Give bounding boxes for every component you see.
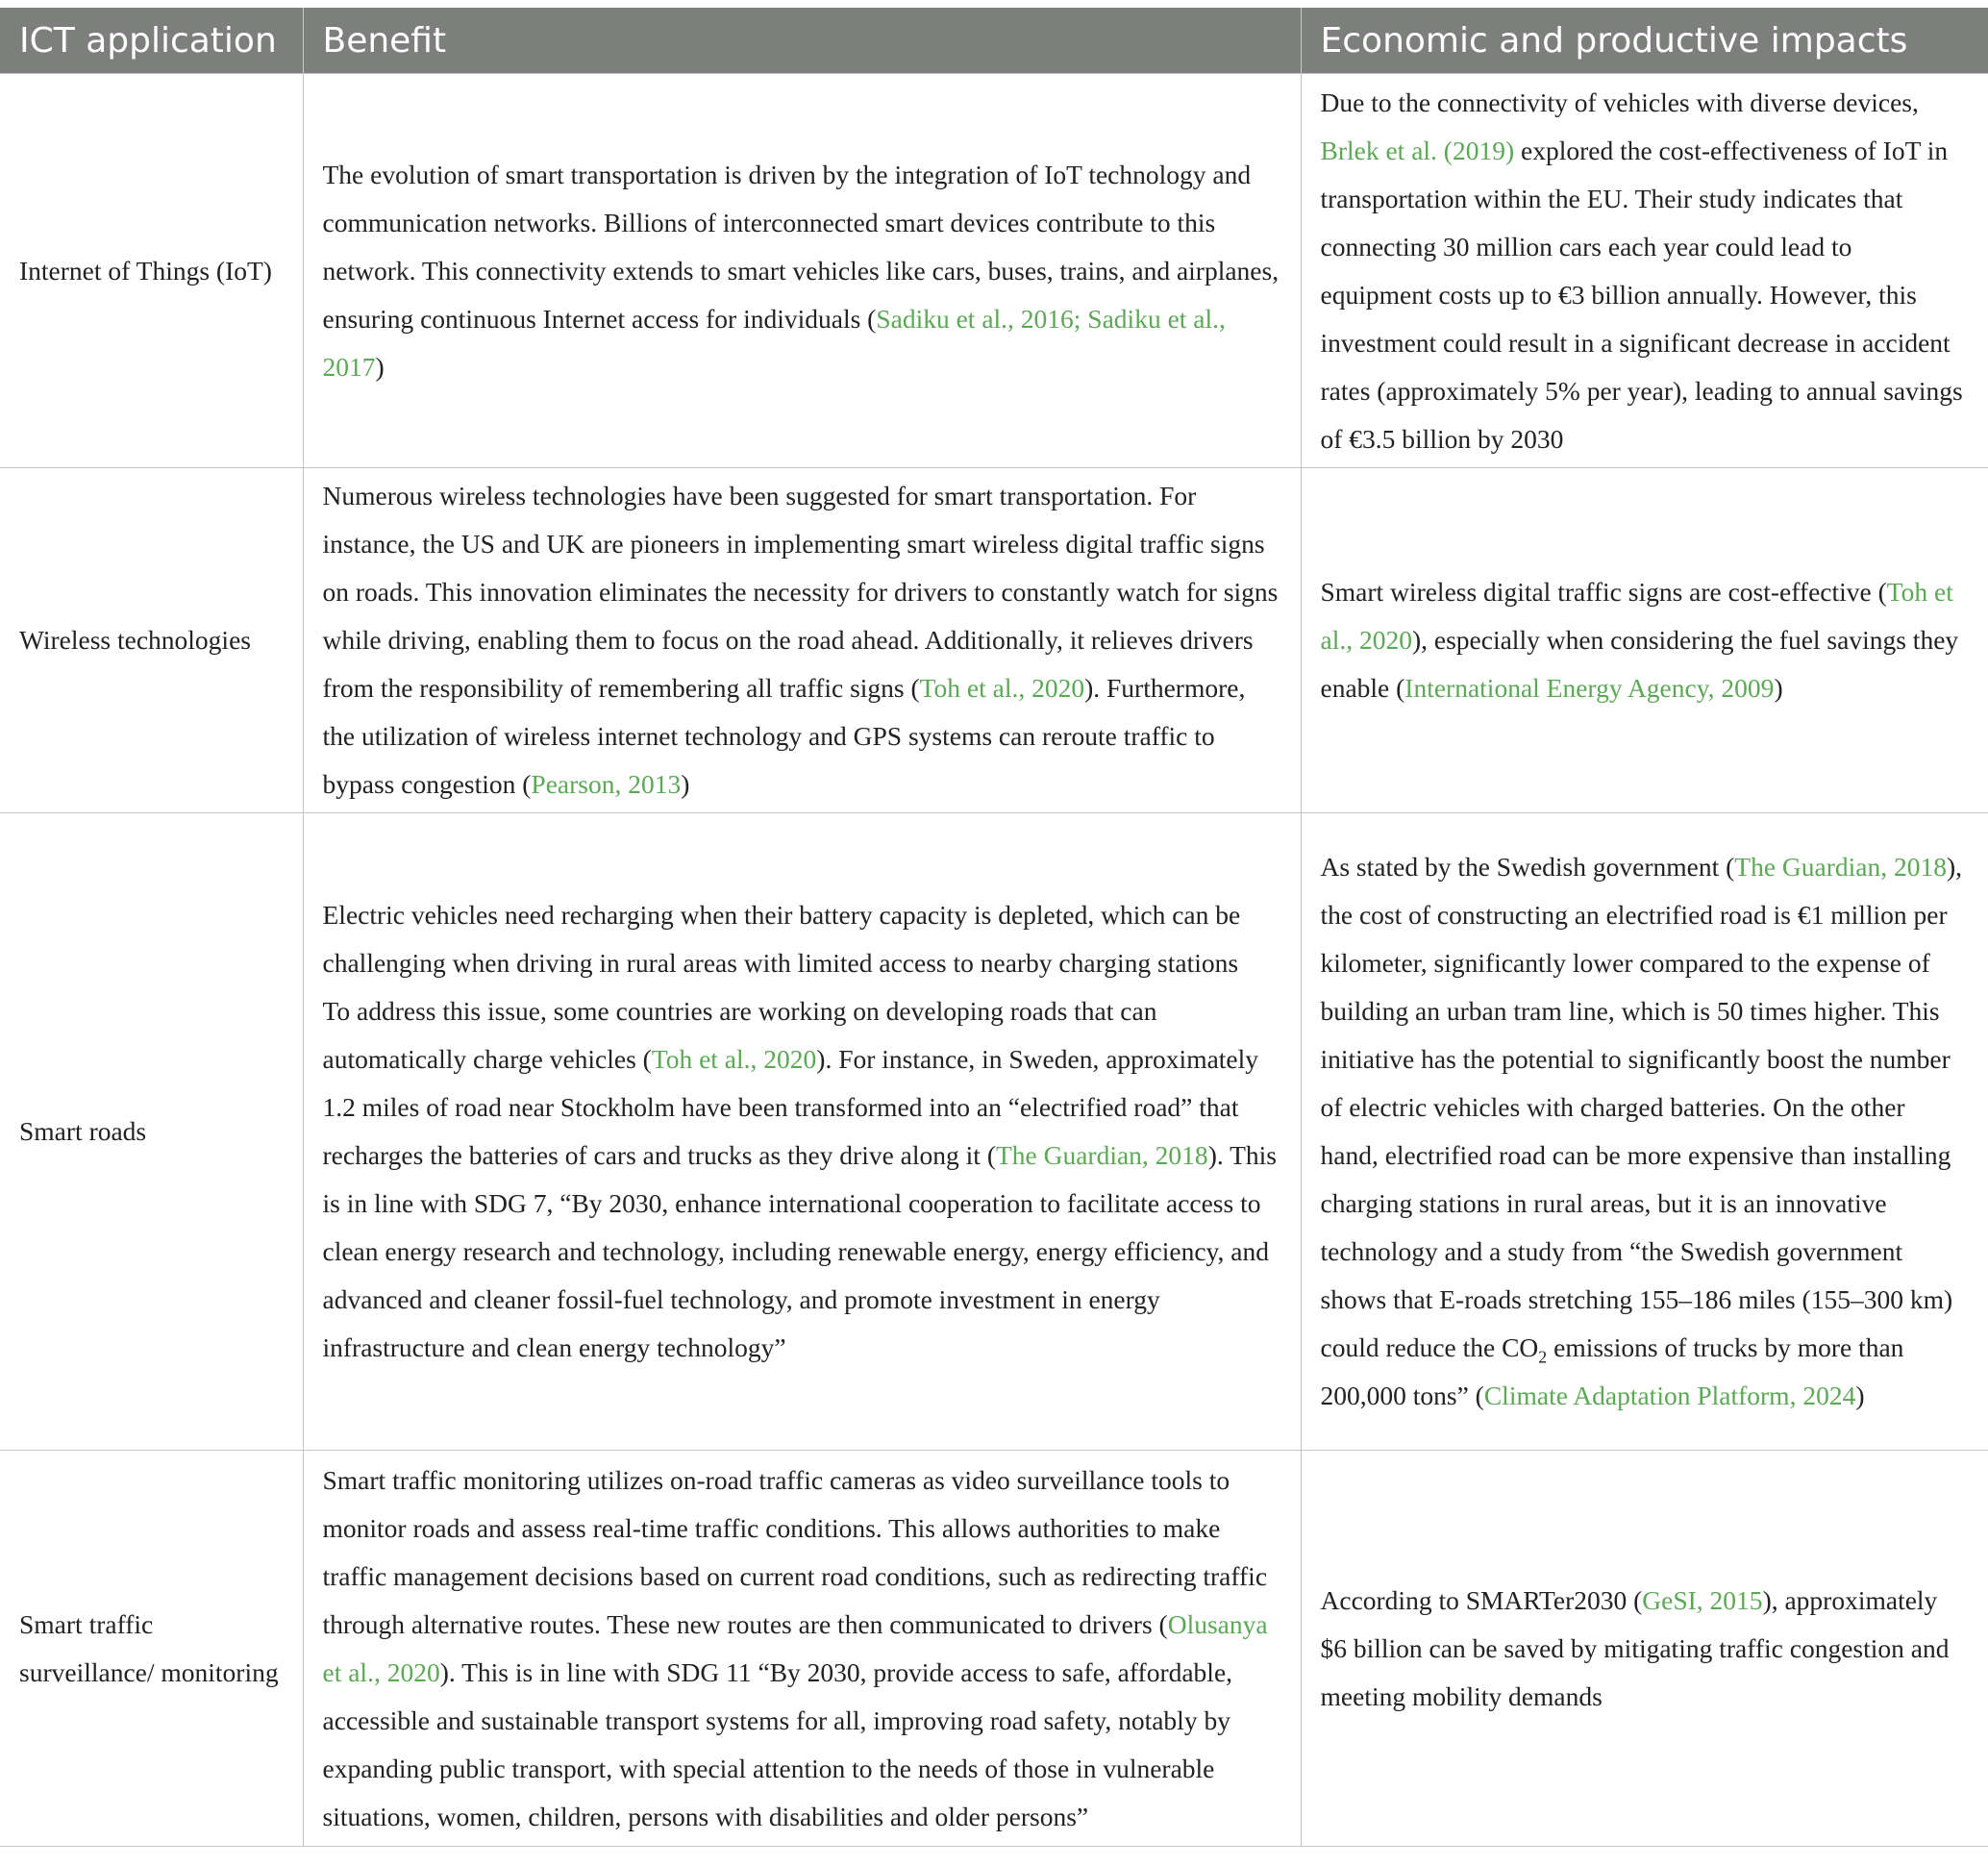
cell-text: To address this issue, some countries are working on developing roads that can automatically charge vehicles ( [322,996,1157,1074]
cell-text: ), approximately $6 billion can be saved by mitigating traffic congestion and meeting mobility demands [1320,1584,1950,1711]
citation-link[interactable]: Sadiku et al., 2016; Sadiku et al., 2017 [322,303,1226,382]
table-row [0,813,1988,1451]
cell-benefit [303,74,1301,468]
citation-link[interactable]: Toh et al., 2020 [1320,577,1953,655]
cell-text: ) [375,351,385,382]
cell-paragraph [323,987,1281,1372]
table-row [0,1451,1988,1847]
table-header [0,8,1988,74]
cell-text: ) [1774,673,1783,703]
cell-impact [1301,468,1988,813]
cell-benefit [303,813,1301,1451]
header-benefit: Benefit [303,8,1301,74]
cell-benefit [303,1451,1301,1847]
cell-text: ) [681,769,690,799]
subscript-2: 2 [1538,1347,1548,1367]
cell-text: As stated by the Swedish government ( [1320,852,1735,882]
citation-link[interactable]: The Guardian, 2018 [995,1140,1208,1170]
header-row [0,8,1988,74]
cell-text: emissions of trucks by more than 200,000 tons” ( [1320,1332,1904,1410]
citation-link[interactable]: International Energy Agency, 2009 [1404,673,1775,703]
cell-application: Wireless technologies [0,468,303,813]
cell-text: Due to the connectivity of vehicles with diverse devices, [1320,87,1919,117]
table-body [0,74,1988,1847]
table-row [0,468,1988,813]
cell-application: Internet of Things (IoT) [0,74,303,468]
cell-application: Smart traffic surveillance/ monitoring [0,1451,303,1847]
citation-link[interactable]: Pearson, 2013 [531,769,682,799]
cell-impact [1301,74,1988,468]
cell-paragraph: Electric vehicles need recharging when their battery capacity is depleted, which can be challenging when driving in rural areas with limited access to nearby charging stations [322,900,1241,978]
cell-text: The evolution of smart transportation is driven by the integration of IoT technology and communication networks. Billions of interconnected smart devices contribute to this network. This connectivity extends to smart vehicles like cars, buses, trains, and airplanes, ensuring continuous Internet access for individuals ( [322,159,1280,334]
cell-text: ) [1855,1381,1865,1410]
cell-text: Smart wireless digital traffic signs are cost-effective ( [1320,577,1887,607]
citation-link[interactable]: Climate Adaptation Platform, 2024 [1483,1381,1856,1410]
cell-text: Numerous wireless technologies have been suggested for smart transportation. For instance, the US and UK are pioneers in implementing smart wireless digital traffic signs on roads. This innovation eliminates the necessity for drivers to constantly watch for signs while driving, enabling them to focus on the road ahead. Additionally, it relieves drivers from the responsibility of remembering all traffic signs ( [322,481,1279,703]
table-row [0,74,1988,468]
cell-text: ). This is in line with SDG 11 “By 2030, provide access to safe, affordable, accessible and sustainable transport systems for all, improving road safety, notably by expanding public transport, with special attention to the needs of those in vulnerable situations, women, children, persons with disabilities and older persons” [322,1656,1233,1831]
cell-text: Smart traffic monitoring utilizes on-road traffic cameras as video surveillance tools to monitor roads and assess real-time traffic conditions. This allows authorities to make traffic management decisions based on current road conditions, such as redirecting traffic through alternative routes. These new routes are then communicated to drivers ( [322,1464,1268,1639]
cell-text: ). For instance, in Sweden, approximately 1.2 miles of road near Stockholm have been transformed into an “electrified road” that recharges the batteries of cars and trucks as they drive along it ( [322,1044,1259,1170]
cell-text: According to SMARTer2030 ( [1320,1584,1643,1615]
cell-impact [1301,1451,1988,1847]
header-economic-impacts: Economic and productive impacts [1301,8,1988,74]
cell-text: explored the cost-effectiveness of IoT in transportation within the EU. Their study indicates that connecting 30 million cars each year could lead to equipment costs up to €3 billion annually. However, this investment could result in a significant decrease in accident rates (approximately 5% per year), leading to annual savings of €3.5 billion by 2030 [1320,135,1963,454]
cell-application: Smart roads [0,813,303,1451]
ict-applications-table [0,8,1988,1847]
citation-link[interactable]: Toh et al., 2020 [919,673,1085,703]
citation-link[interactable]: Toh et al., 2020 [651,1044,817,1074]
citation-link[interactable]: Brlek et al. (2019) [1320,135,1515,165]
cell-text: ), the cost of constructing an electrified road is €1 million per kilometer, significantly lower compared to the expense of building an urban tram line, which is 50 times higher. This initiative has the potential to significantly boost the number of electric vehicles with charged batteries. On the other hand, electrified road can be more expensive than installing charging stations in rural areas, but it is an innovative technology and a study from “the Swedish government shows that E-roads stretching 155–186 miles (155–300 km) could reduce the CO [1320,852,1963,1362]
cell-text: ), especially when considering the fuel savings they enable ( [1320,625,1959,703]
citation-link[interactable]: GeSI, 2015 [1642,1584,1763,1615]
citation-link[interactable]: The Guardian, 2018 [1734,852,1947,882]
header-ict-application: ICT application [0,8,303,74]
citation-link[interactable]: Olusanya et al., 2020 [322,1608,1268,1687]
cell-impact [1301,813,1988,1451]
cell-benefit [303,468,1301,813]
cell-text: ). Furthermore, the utilization of wireless internet technology and GPS systems can reroute traffic to bypass congestion ( [322,673,1246,799]
cell-text: ). This is in line with SDG 7, “By 2030, enhance international cooperation to facilitate access to clean energy research and technology, including renewable energy, energy efficiency, and advanced and cleaner fossil-fuel technology, and promote investment in energy infrastructure and clean energy technology” [322,1140,1277,1362]
